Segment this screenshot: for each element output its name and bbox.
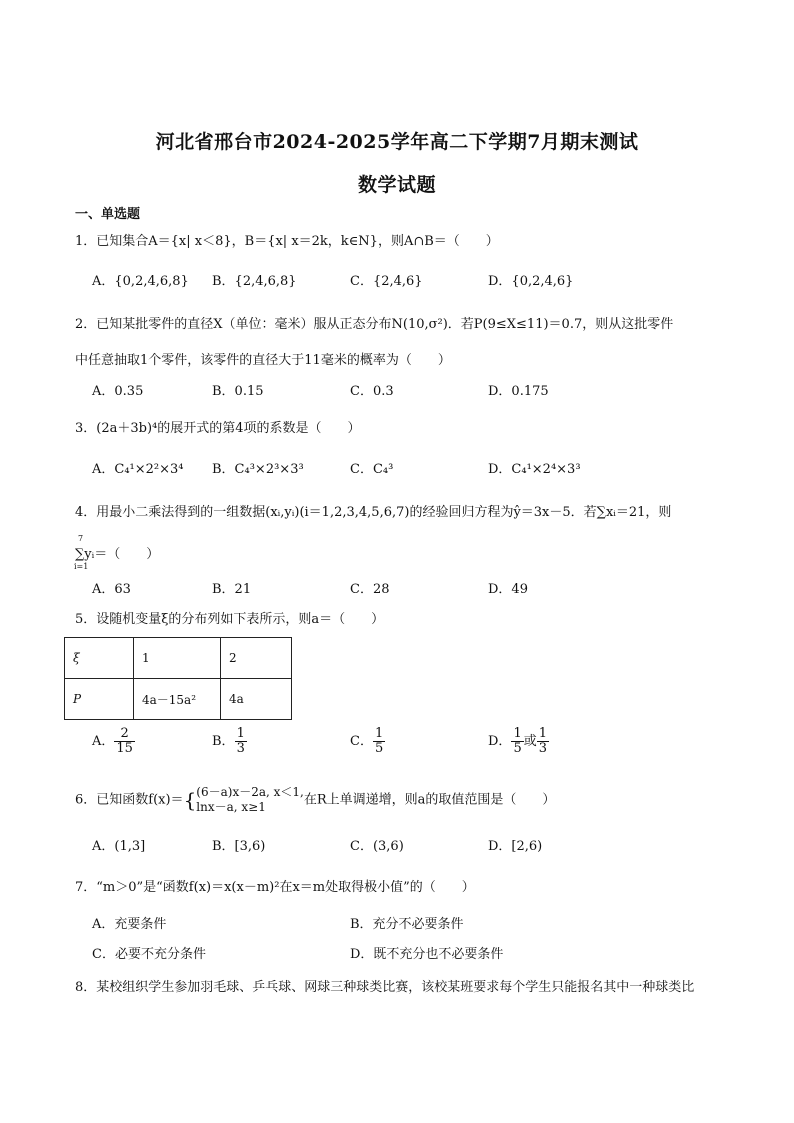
distribution-table: [64, 637, 292, 720]
q7-option-d: D．既不充分也不必要条件: [350, 947, 504, 962]
q4-option-c: C．28: [350, 582, 390, 597]
q1-option-d: D．{0,2,4,6}: [488, 274, 574, 289]
table-row: [65, 679, 292, 720]
piecewise-cases: [196, 785, 304, 815]
q3-option-b: B．C₄³×2³×3³: [212, 462, 304, 477]
question-6: [75, 785, 555, 815]
q1-option-a: A．{0,2,4,6,8}: [92, 274, 189, 289]
q2-option-a: A．0.35: [92, 384, 144, 399]
table-cell: 4a: [221, 679, 292, 720]
section-heading: 一、单选题: [75, 207, 141, 222]
question-4-line2: ∑yᵢ＝（ ）: [75, 547, 160, 562]
fraction: [511, 727, 523, 756]
q6-option-d: D．[2,6): [488, 839, 543, 854]
q6-prefix: 6．已知函数f(x)＝: [75, 792, 184, 808]
q6-suffix: 在R上单调递增，则a的取值范围是（ ）: [303, 792, 556, 808]
denominator: 3: [538, 741, 548, 756]
q7-option-a: A．充要条件: [92, 917, 167, 932]
fraction: [373, 727, 385, 756]
table-cell: 2: [221, 638, 292, 679]
q6-option-c: C．(3,6): [350, 839, 404, 854]
question-5: 5．设随机变量ξ的分布列如下表所示，则a＝（ ）: [75, 612, 385, 627]
table-row: [65, 638, 292, 679]
q4-option-b: B．21: [212, 582, 252, 597]
option-label: A．: [92, 734, 115, 749]
q1-option-b: B．{2,4,6,8}: [212, 274, 297, 289]
option-label: B．: [212, 734, 235, 749]
q5-option-b: [212, 727, 247, 756]
numerator: 1: [538, 726, 548, 741]
q6-option-b: B．[3,6): [212, 839, 266, 854]
q5-option-c: [350, 727, 385, 756]
case-1: (6－a)x－2a, x＜1,: [196, 785, 304, 799]
q6-option-a: A．(1,3]: [92, 839, 146, 854]
table-cell: 1: [134, 638, 221, 679]
q2-option-d: D．0.175: [488, 384, 549, 399]
numerator: 1: [374, 726, 384, 741]
fraction: [114, 727, 135, 756]
fraction: [235, 727, 247, 756]
denominator: 5: [374, 741, 384, 756]
option-label: C．: [350, 734, 373, 749]
question-8: 8．某校组织学生参加羽毛球、乒乓球、网球三种球类比赛，该校某班要求每个学生只能报名其中一种球类比: [75, 980, 695, 995]
q7-option-c: C．必要不充分条件: [92, 947, 206, 962]
q2-option-b: B．0.15: [212, 384, 264, 399]
q4-option-d: D．49: [488, 582, 528, 597]
denominator: 15: [116, 741, 133, 756]
question-4-line1: 4．用最小二乘法得到的一组数据(xᵢ,yᵢ)(i＝1,2,3,4,5,6,7)的经验回归方程为ŷ＝3x－5．若∑xᵢ＝21，则: [75, 505, 672, 520]
q5-option-a: [92, 727, 135, 756]
q7-option-b: B．充分不必要条件: [350, 917, 464, 932]
numerator: 1: [236, 726, 245, 741]
table-cell: ξ: [65, 638, 134, 679]
brace-symbol: {: [183, 788, 197, 812]
q5-option-d: [488, 727, 549, 756]
question-2-line2: 中任意抽取1个零件，该零件的直径大于11毫米的概率为（ ）: [75, 353, 451, 368]
q2-option-c: C．0.3: [350, 384, 394, 399]
table-cell: P: [65, 679, 134, 720]
fraction: [537, 727, 549, 756]
q3-option-d: D．C₄¹×2⁴×3³: [488, 462, 581, 477]
sum-lower-limit: i=1: [74, 562, 89, 571]
q1-option-c: C．{2,4,6}: [350, 274, 423, 289]
question-3: 3．(2a＋3b)⁴的展开式的第4项的系数是（ ）: [75, 421, 361, 436]
denominator: 3: [236, 741, 245, 756]
or-text: 或: [523, 734, 537, 749]
sum-upper-limit: 7: [78, 534, 84, 543]
q4-option-a: A．63: [92, 582, 131, 597]
case-2: lnx－a, x≥1: [196, 800, 266, 814]
question-2-line1: 2．已知某批零件的直径X（单位：毫米）服从正态分布N(10,σ²)．若P(9≤X≤11)＝0.7，则从这批零件: [75, 317, 674, 332]
question-7: 7．“m＞0”是“函数f(x)＝x(x－m)²在x＝m处取得极小值”的（ ）: [75, 880, 475, 895]
question-1: 1．已知集合A＝{x| x＜8}，B＝{x| x＝2k，k∈N}，则A∩B＝（ ）: [75, 234, 499, 249]
q3-option-c: C．C₄³: [350, 462, 394, 477]
option-label: D．: [488, 734, 512, 749]
numerator: 2: [114, 727, 135, 742]
exam-title: 河北省邢台市2024-2025学年高二下学期7月期末测试: [155, 131, 639, 153]
table-cell: 4a－15a²: [134, 679, 221, 720]
q3-option-a: A．C₄¹×2²×3⁴: [92, 462, 184, 477]
numerator: 1: [513, 726, 522, 741]
exam-subtitle: 数学试题: [357, 174, 436, 196]
denominator: 5: [513, 741, 522, 756]
